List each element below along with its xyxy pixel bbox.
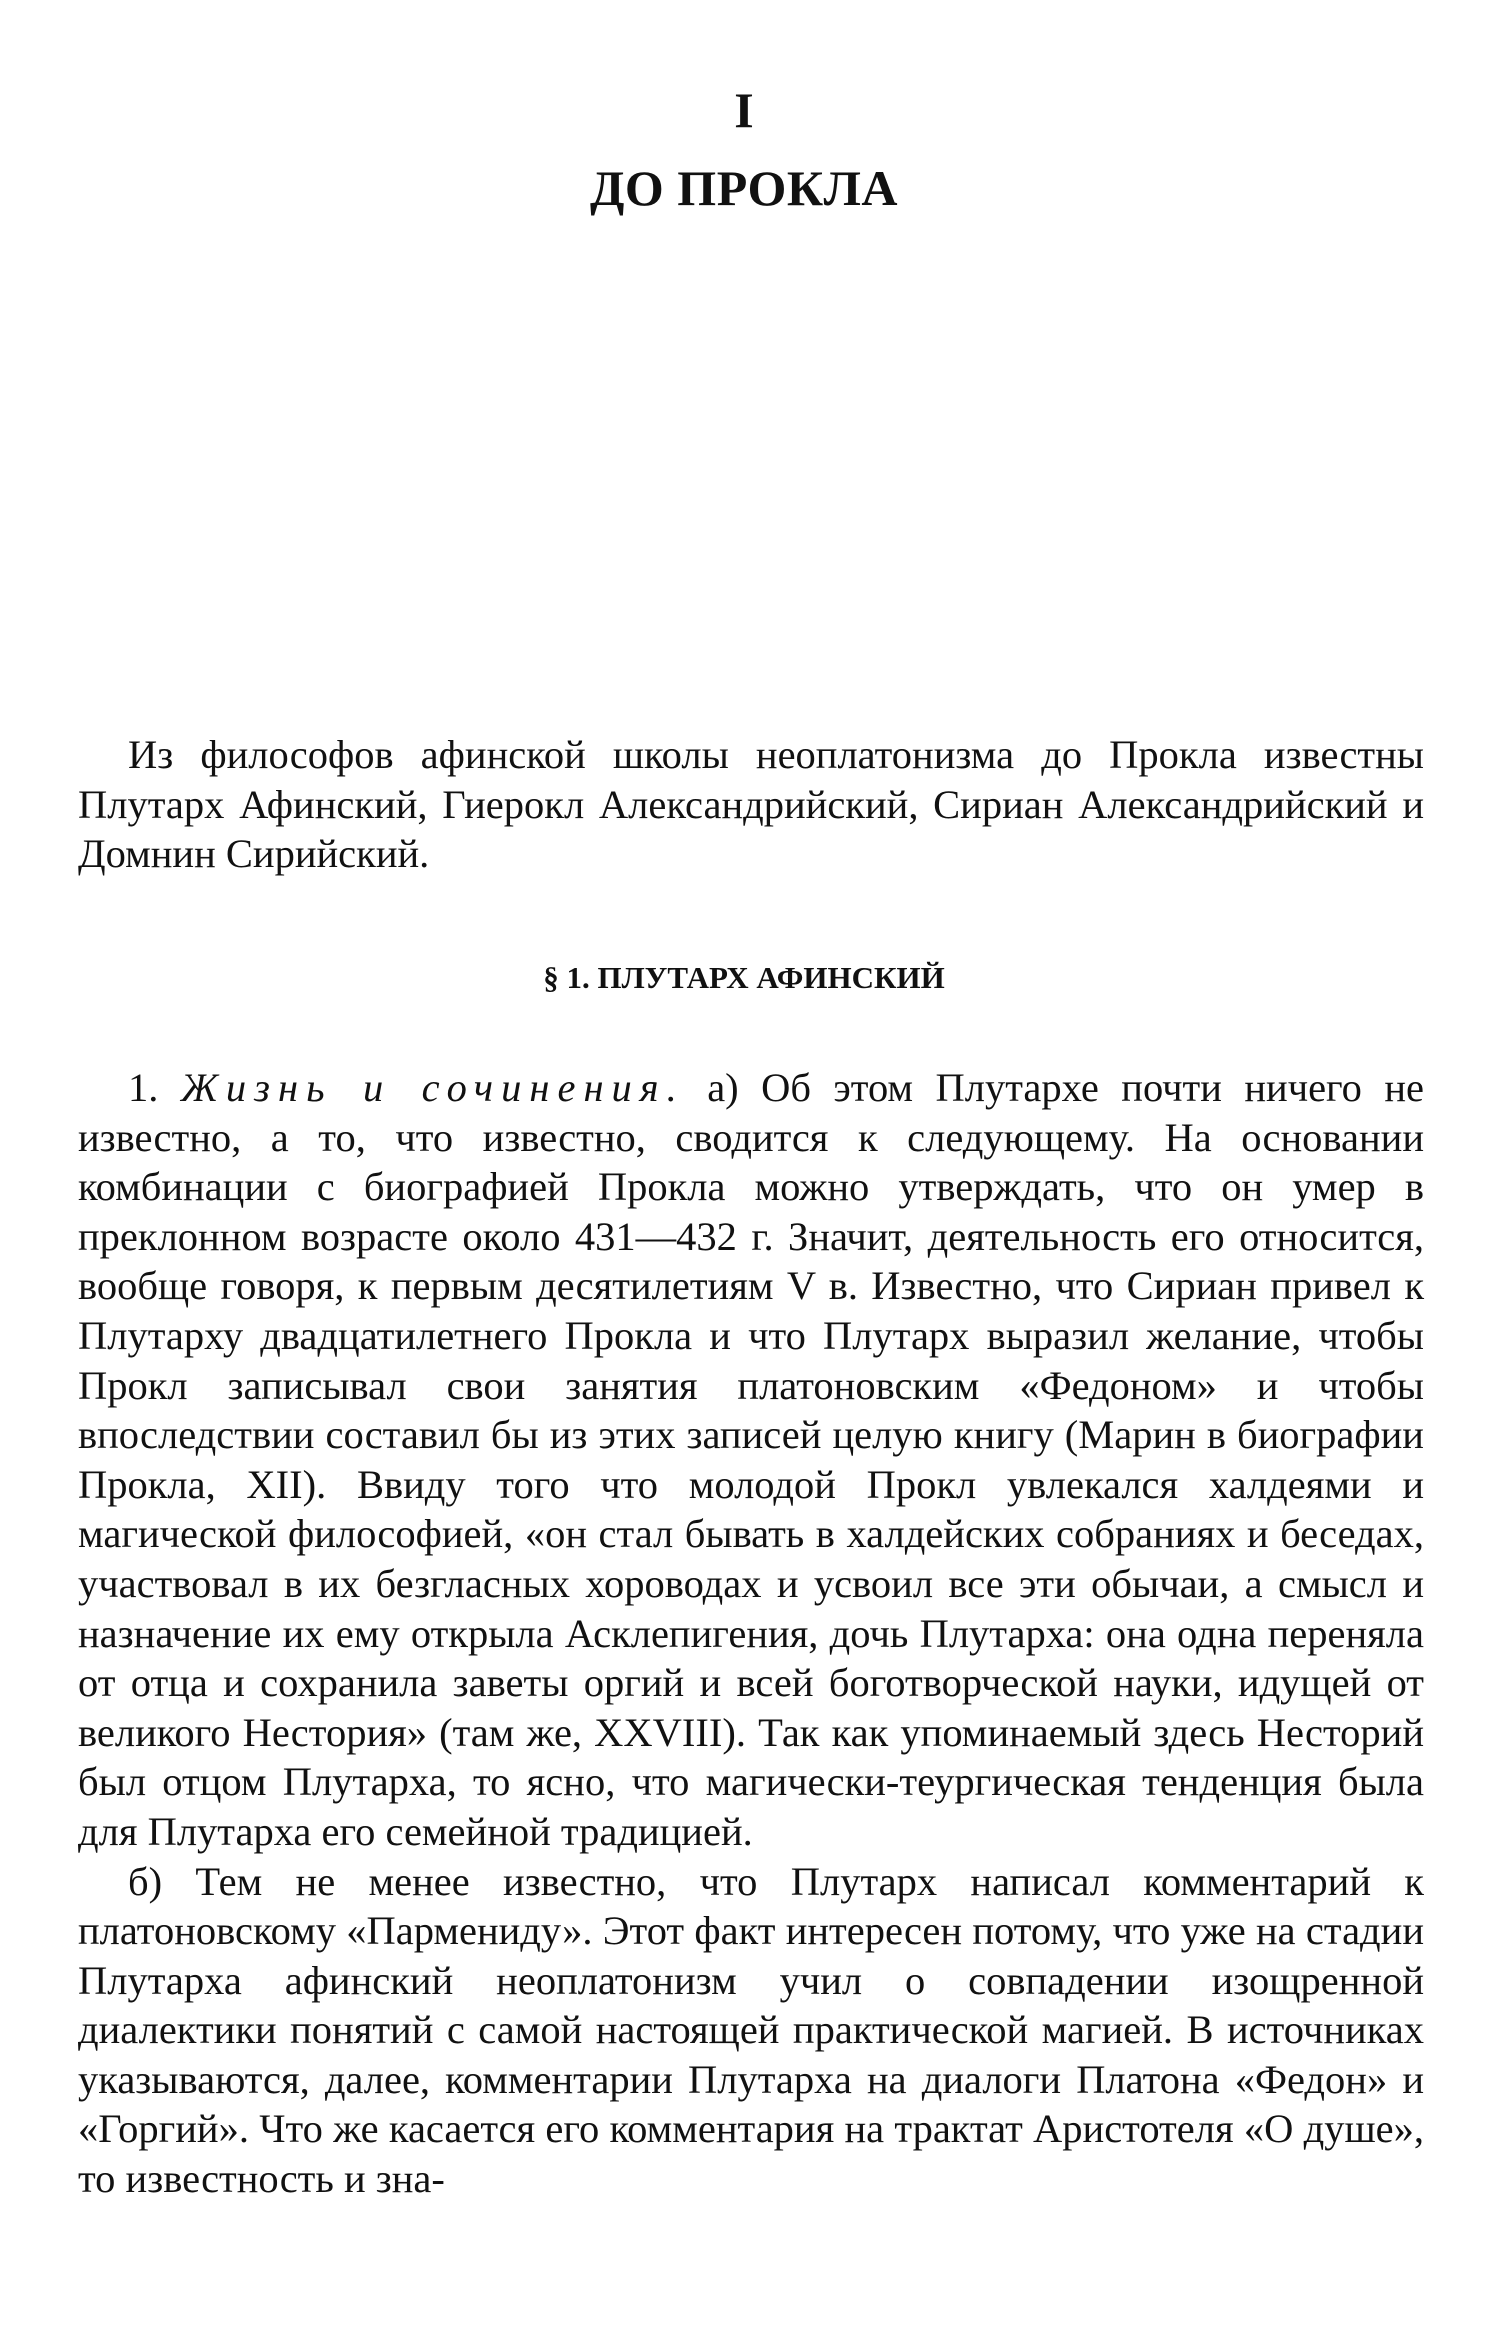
intro-paragraph: Из философов афинской школы неоплатонизма до Прокла известны Плутарх Афинский, Гиерокл Александрийский, Сириан Александрийский и Домнин Сирийский. [78, 732, 1424, 877]
intro-block [78, 730, 1424, 879]
body-paragraph-2: б) Тем не менее известно, что Плутарх написал комментарий к платоновскому «Пармениду». Этот факт интересен потому, что уже на стадии Плутарха афинский неоплатонизм учил о совпадении изощренной диалектики понятий с самой настоящей практической магией. В источниках указываются, далее, комментарии Плутарха на диалоги Платона «Федон» и «Горгий». Что же касается его комментария на трактат Аристотеля «О душе», то известность и зна- [78, 1858, 1424, 2202]
body-paragraph-1 [78, 1063, 1424, 1857]
paragraph-heading: Жизнь и сочинения. [180, 1065, 685, 1110]
chapter-title: ДО ПРОКЛА [590, 160, 898, 216]
paragraph-1-text: а) Об этом Плутархе почти ничего не известно, а то, что известно, сводится к следующему. На основании комбинации с биографией Прокла можно утверждать, что он умер в преклонном возрасте около 431—432 г. Значит, деятельность его относится, вообще говоря, к первым десятилетиям V в. Известно, что Сириан привел к Плутарху двадцатилетнего Прокла и что Плутарх выразил желание, чтобы Прокл записывал свои занятия платоновским «Федоном» и чтобы впоследствии составил бы из этих записей целую книгу (Марин в биографии Прокла, XII). Ввиду того что молодой Прокл увлекался халдеями и магической философией, «он стал бывать в халдейских собраниях и беседах, участвовал в их безгласных хороводах и усвоил все эти обычаи, а смысл и назначение их ему открыла Асклепигения, дочь Плутарха: она одна переняла от отца и сохранила заветы оргий и всей боготворческой науки, идущей от великого Нестория» (там же, XXVIII). Так как упоминаемый здесь Несторий был отцом Плутарха, то ясно, что магически-теургическая тенденция была для Плутарха его семейной традицией. [78, 1065, 1425, 1854]
section-heading: § 1. ПЛУТАРХ АФИНСКИЙ [543, 960, 945, 995]
paragraph-number: 1. [128, 1065, 159, 1110]
part-number: I [734, 82, 754, 138]
body-text [78, 1063, 1424, 2204]
